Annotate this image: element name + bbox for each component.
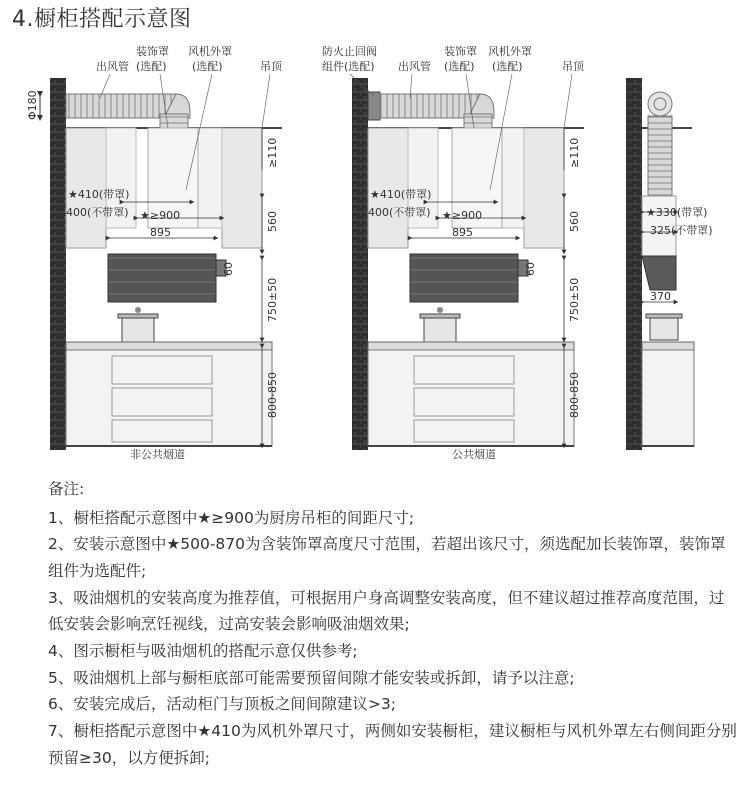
label-outlet-pipe: 出风管 bbox=[398, 60, 431, 73]
range-hood-side bbox=[642, 256, 676, 290]
dim-60: 60 bbox=[524, 262, 537, 276]
panel-non-public-flue bbox=[26, 44, 283, 461]
label-ceiling: 吊顶 bbox=[562, 60, 584, 73]
dim-diameter: Φ180 bbox=[26, 90, 39, 120]
dim-560: 560 bbox=[266, 211, 279, 232]
panel-public-flue bbox=[322, 44, 585, 461]
label-outlet-pipe: 出风管 bbox=[96, 60, 129, 73]
upper-cabinet-right bbox=[524, 128, 564, 248]
label-outer-cover: 风机外罩 bbox=[488, 45, 532, 58]
notes-heading: 备注: bbox=[48, 480, 85, 498]
caption-public-flue: 公共烟道 bbox=[452, 448, 496, 461]
label-outer-cover: 风机外罩 bbox=[188, 45, 232, 58]
note-item: 4、图示橱柜与吸油烟机的搭配示意仅供参考; bbox=[48, 641, 358, 660]
label-firevalve: 防火止回阀 bbox=[322, 45, 377, 58]
dim-325: 325(不带罩) bbox=[650, 224, 713, 237]
panel-side-view bbox=[626, 78, 713, 450]
base-cabinet bbox=[368, 350, 574, 446]
dim-560: 560 bbox=[568, 211, 581, 232]
dim-330: ★330(带罩) bbox=[646, 206, 708, 219]
dim-895: 895 bbox=[150, 226, 171, 239]
label-outer-optional: (选配) bbox=[492, 60, 523, 73]
note-item: 5、吸油烟机上部与橱柜底部可能需要预留间隙才能安装或拆卸，请予以注意; bbox=[48, 668, 575, 687]
cooking-pot bbox=[424, 318, 456, 342]
cooking-pot bbox=[122, 318, 154, 342]
note-item: 1、橱柜搭配示意图中★≥900为厨房吊柜的间距尺寸; bbox=[48, 508, 415, 527]
label-firevalve2: 组件(选配) bbox=[322, 60, 375, 73]
dim-410: ★410(带罩) bbox=[370, 188, 432, 201]
brick-wall bbox=[352, 78, 368, 450]
label-outer-optional: (选配) bbox=[192, 60, 223, 73]
notes-section bbox=[48, 476, 738, 771]
dim-750: 750±50 bbox=[568, 277, 581, 322]
dim-900: ★≥900 bbox=[140, 209, 181, 222]
label-ceiling: 吊顶 bbox=[260, 60, 282, 73]
base-cabinet bbox=[642, 350, 694, 446]
dim-400: 400(不带罩) bbox=[368, 206, 431, 219]
note-item: 7、橱柜搭配示意图中★410为风机外罩尺寸，两侧如安装橱柜，建议橱柜与风机外罩左右侧间距分别预留≥30，以方便拆卸; bbox=[48, 721, 737, 767]
brick-wall bbox=[626, 78, 642, 450]
note-item: 2、安装示意图中★500-870为含装饰罩高度尺寸范围，若超出该尺寸，须选配加长装饰罩，装饰罩组件为选配件; bbox=[48, 535, 726, 580]
label-deco-optional: (选配) bbox=[444, 60, 475, 73]
vertical-duct bbox=[648, 116, 672, 196]
duct-end-icon bbox=[648, 92, 672, 116]
dim-900: ★≥900 bbox=[442, 209, 483, 222]
label-deco-optional: (选配) bbox=[136, 60, 167, 73]
dim-895: 895 bbox=[452, 226, 473, 239]
range-hood bbox=[108, 254, 216, 302]
page-title: 4.橱柜搭配示意图 bbox=[12, 7, 192, 32]
dim-410: ★410(带罩) bbox=[68, 188, 130, 201]
countertop bbox=[642, 342, 694, 350]
dim-370: 370 bbox=[650, 290, 671, 303]
note-item: 3、吸油烟机的安装高度为推荐值，可根据用户身高调整安装高度，但不建议超过推荐高度范围，过低安装会影响烹饪视线，过高安装会影响吸油烟效果; bbox=[48, 588, 725, 634]
brick-wall bbox=[50, 78, 66, 450]
range-hood bbox=[410, 254, 518, 302]
caption-non-public-flue: 非公共烟道 bbox=[130, 448, 185, 461]
dim-400: 400(不带罩) bbox=[66, 206, 129, 219]
dim-750: 750±50 bbox=[266, 277, 279, 322]
base-cabinet bbox=[66, 350, 272, 446]
cooking-pot bbox=[650, 318, 678, 340]
dim-gap-top: ≥110 bbox=[568, 137, 581, 168]
dim-800: 800-850 bbox=[266, 372, 279, 418]
fire-valve bbox=[368, 92, 380, 120]
upper-cabinet-right bbox=[222, 128, 262, 248]
note-item: 6、安装完成后，活动柜门与顶板之间间隙建议>3; bbox=[48, 695, 396, 714]
label-deco-cover: 装饰罩 bbox=[136, 45, 169, 58]
dim-800: 800-850 bbox=[568, 372, 581, 418]
dim-60: 60 bbox=[222, 262, 235, 276]
label-deco-cover: 装饰罩 bbox=[444, 45, 477, 58]
dim-gap-top: ≥110 bbox=[266, 137, 279, 168]
countertop bbox=[66, 342, 272, 350]
countertop bbox=[368, 342, 574, 350]
